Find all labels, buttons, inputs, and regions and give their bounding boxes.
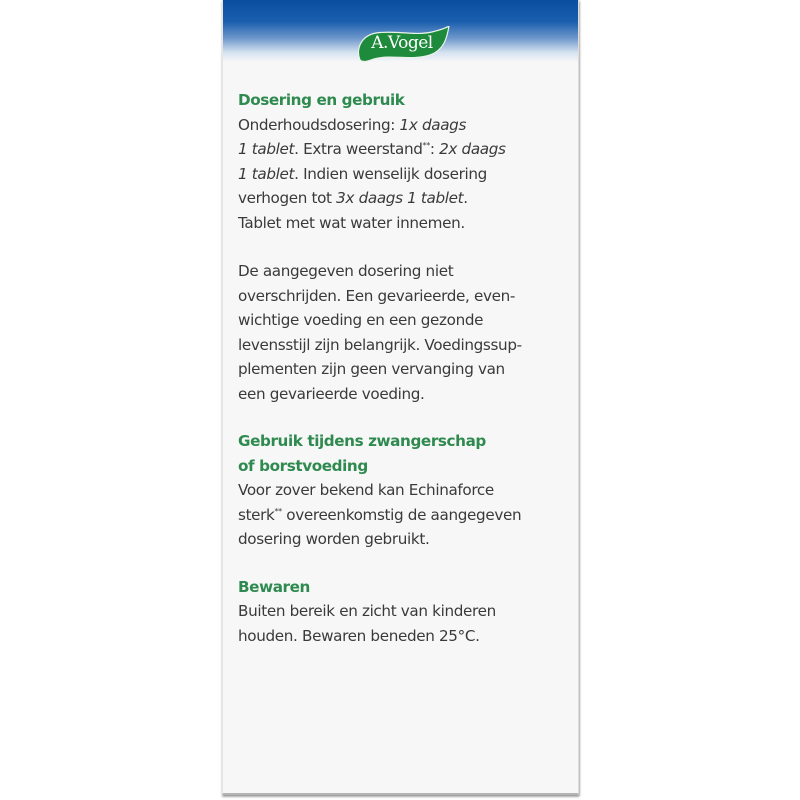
section-dosering <box>238 88 568 406</box>
package-text <box>238 88 568 671</box>
text-line: Voor zover bekend kan Echinaforce <box>238 481 494 499</box>
text-line: 1 tablet. Indien wenselijk dosering <box>238 164 487 183</box>
package-side-panel <box>222 0 579 795</box>
storage-paragraph <box>238 599 568 648</box>
text-line: houden. Bewaren beneden 25°C. <box>238 626 480 645</box>
text-line: Buiten bereik en zicht van kinderen <box>238 602 496 620</box>
text-line: levensstijl zijn belangrijk. Voedingssup- <box>238 335 522 354</box>
text-line: overschrijden. Een gevarieerde, even- <box>238 286 515 305</box>
section-title: Gebruik tijdens zwangerschap of borstvoeding <box>238 432 486 475</box>
dosage-paragraph <box>238 113 568 236</box>
text-line: Onderhoudsdosering: 1x daags <box>238 115 467 134</box>
text-line: sterk** overeenkomstig de aangegeven <box>238 505 522 524</box>
section-title: Dosering en gebruik <box>238 91 405 109</box>
section-bewaren <box>238 575 568 649</box>
pregnancy-paragraph <box>238 478 568 552</box>
text-line: verhogen tot 3x daags 1 tablet. <box>238 189 468 207</box>
logo-text: A.Vogel <box>371 33 433 53</box>
text-line: Tablet met wat water innemen. <box>238 213 465 232</box>
text-line: een gevarieerde voeding. <box>238 384 425 403</box>
section-zwangerschap <box>238 429 568 552</box>
warning-paragraph <box>238 259 568 406</box>
text-line: plementen zijn geen vervanging van <box>238 360 505 378</box>
text-line: De aangegeven dosering niet <box>238 262 454 280</box>
section-title: Bewaren <box>238 577 310 596</box>
text-line: wichtige voeding en een gezonde <box>238 311 484 329</box>
text-line: 1 tablet. Extra weerstand**: 2x daags <box>238 140 506 158</box>
text-line: dosering worden gebruikt. <box>238 530 430 548</box>
brand-logo <box>354 26 450 66</box>
